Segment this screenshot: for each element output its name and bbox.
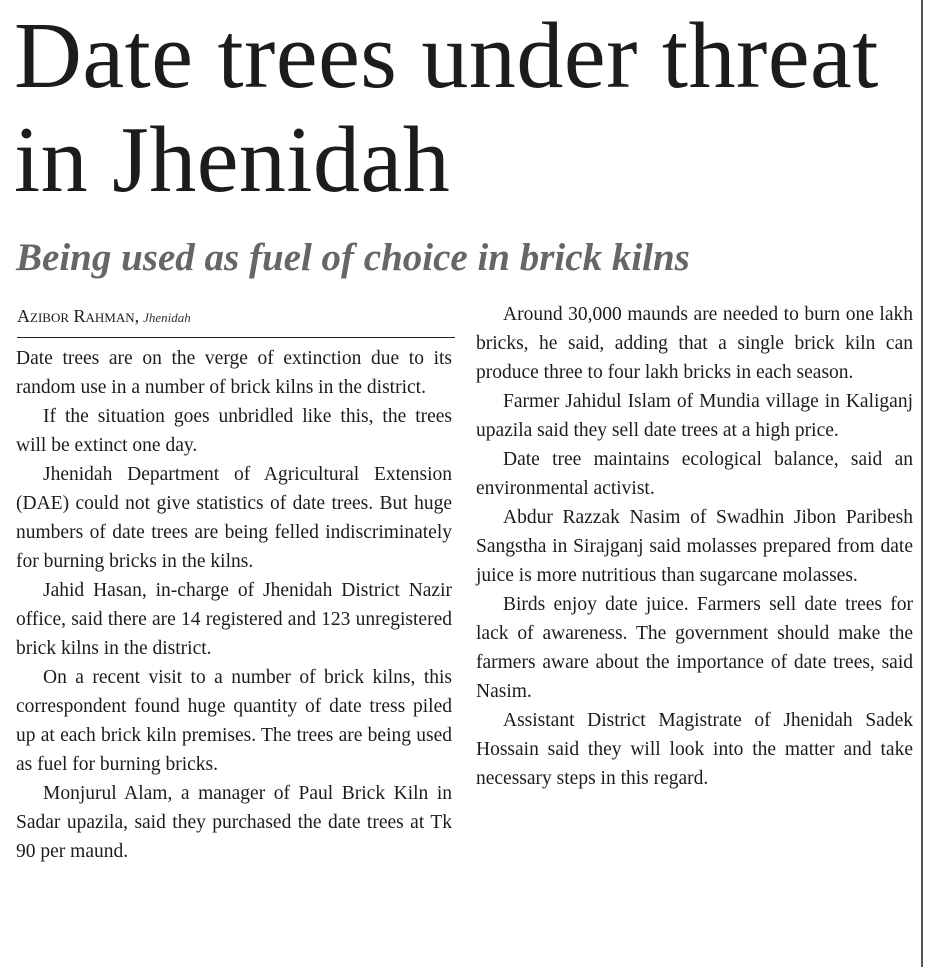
column-rule — [921, 0, 923, 967]
paragraph: Birds enjoy date juice. Farmers sell date trees for lack of awareness. The government should make the farmers aware about the importance of date trees, said Nasim. — [476, 594, 913, 702]
paragraph: Assistant District Magistrate of Jhenidah Sadek Hossain said they will look into the matter and take necessary steps in this regard. — [476, 710, 913, 789]
byline-location: Jhenidah — [143, 310, 191, 325]
paragraph: Monjurul Alam, a manager of Paul Brick Kiln in Sadar upazila, said they purchased the date trees at Tk 90 per maund. — [16, 783, 452, 862]
right-column — [476, 300, 913, 793]
left-column — [16, 344, 452, 866]
paragraph: Jhenidah Department of Agricultural Extension (DAE) could not give statistics of date trees. But huge numbers of date trees are being felled indiscriminately for burning bricks in the kilns. — [16, 464, 452, 572]
paragraph: On a recent visit to a number of brick kilns, this correspondent found huge quantity of date tress piled up at each brick kiln premises. The trees are being used as fuel for burning bricks. — [16, 667, 452, 775]
paragraph: Abdur Razzak Nasim of Swadhin Jibon Paribesh Sangstha in Sirajganj said molasses prepared from date juice is more nutritious than sugarcane molasses. — [476, 507, 913, 586]
byline — [17, 301, 455, 338]
subheadline: Being used as fuel of choice in brick kilns — [16, 236, 690, 279]
paragraph: Jahid Hasan, in-charge of Jhenidah District Nazir office, said there are 14 registered and 123 unregistered brick kilns in the district. — [16, 580, 452, 659]
paragraph: Around 30,000 maunds are needed to burn one lakh bricks, he said, adding that a single brick kiln can produce three to four lakh bricks in each season. — [476, 304, 913, 383]
paragraph: Farmer Jahidul Islam of Mundia village in Kaliganj upazila said they sell date trees at a high price. — [476, 391, 913, 441]
headline: Date trees under threat in Jhenidah — [14, 4, 879, 212]
byline-author: Azibor Rahman, — [17, 306, 140, 326]
paragraph: If the situation goes unbridled like this, the trees will be extinct one day. — [16, 406, 452, 456]
paragraph: Date tree maintains ecological balance, said an environmental activist. — [476, 449, 913, 499]
paragraph: Date trees are on the verge of extinction due to its random use in a number of brick kilns in the district. — [16, 348, 452, 398]
